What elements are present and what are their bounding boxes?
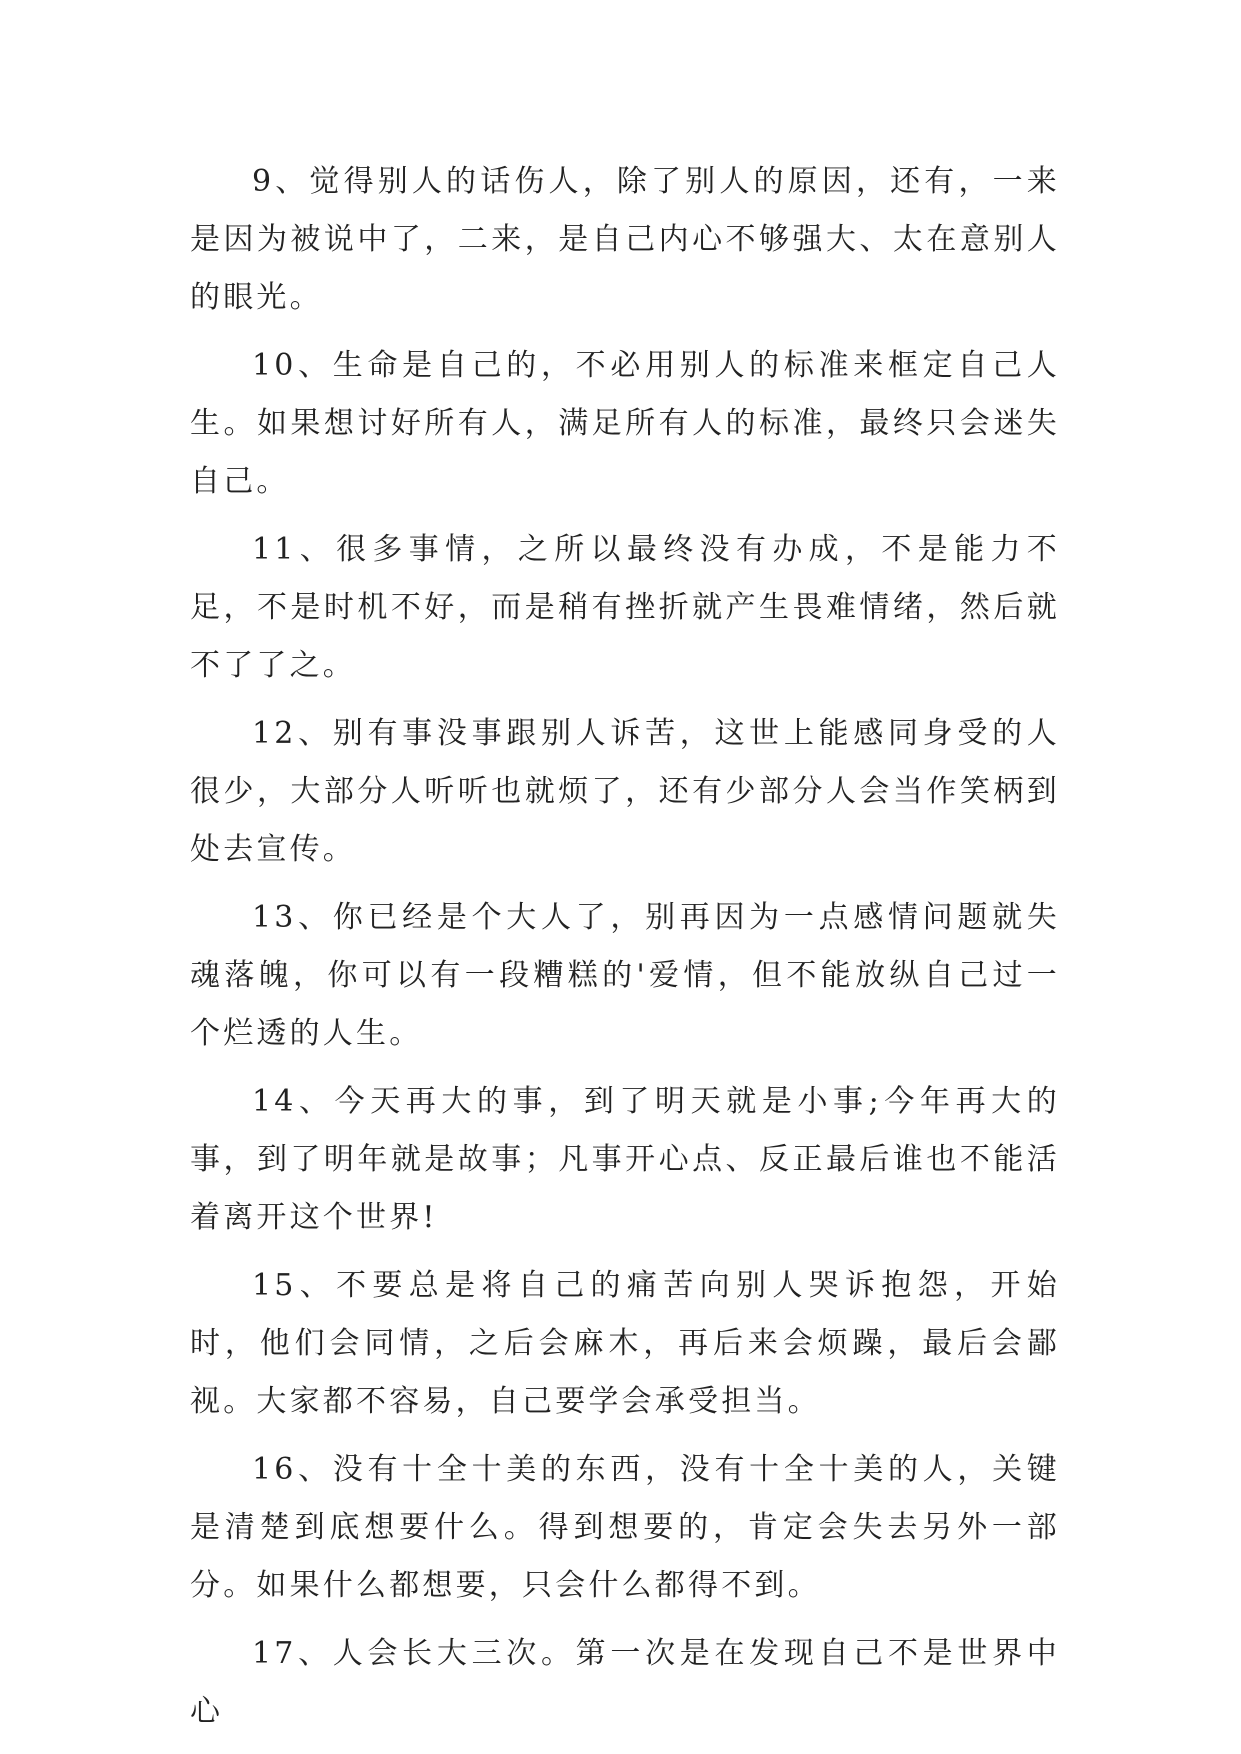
paragraph-13: 13、你已经是个大人了，别再因为一点感情问题就失魂落魄，你可以有一段糟糕的'爱情，但不能放纵自己过一个烂透的人生。: [190, 900, 1060, 1051]
document-body: [190, 153, 1060, 1751]
paragraph-9: 9、觉得别人的话伤人，除了别人的原因，还有，一来是因为被说中了，二来，是自己内心不够强大、太在意别人的眼光。: [190, 164, 1060, 315]
paragraph-14: 14、今天再大的事，到了明天就是小事;今年再大的事，到了明年就是故事；凡事开心点、反正最后谁也不能活着离开这个世界!: [190, 1084, 1060, 1235]
paragraph-12: 12、别有事没事跟别人诉苦，这世上能感同身受的人很少，大部分人听听也就烦了，还有少部分人会当作笑柄到处去宣传。: [190, 716, 1060, 867]
paragraph-17: 17、人会长大三次。第一次是在发现自己不是世界中心: [190, 1636, 1060, 1729]
paragraph-15: 15、不要总是将自己的痛苦向别人哭诉抱怨，开始时，他们会同情，之后会麻木，再后来会烦躁，最后会鄙视。大家都不容易，自己要学会承受担当。: [190, 1268, 1060, 1419]
paragraph-16: 16、没有十全十美的东西，没有十全十美的人，关键是清楚到底想要什么。得到想要的，肯定会失去另外一部分。如果什么都想要，只会什么都得不到。: [190, 1452, 1060, 1603]
paragraph-10: 10、生命是自己的，不必用别人的标准来框定自己人生。如果想讨好所有人，满足所有人的标准，最终只会迷失自己。: [190, 348, 1060, 499]
paragraph-11: 11、很多事情，之所以最终没有办成，不是能力不足，不是时机不好，而是稍有挫折就产生畏难情绪，然后就不了了之。: [190, 532, 1060, 683]
